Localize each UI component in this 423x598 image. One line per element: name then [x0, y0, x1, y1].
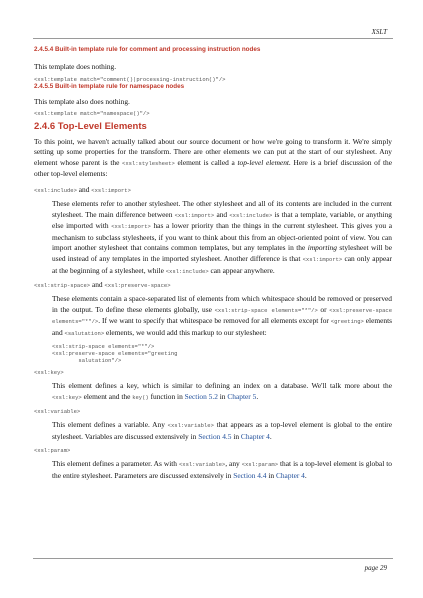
- paragraph: This template also does nothing.: [34, 96, 130, 106]
- page-number: page 29: [364, 564, 387, 572]
- section-link[interactable]: Section 5.2: [184, 391, 218, 401]
- definition-body: This element defines a parameter. As with <xsl:variable>, any <xsl:param> that is a top-level element is global to the entire stylesheet. Parameters are discussed extensively in Section 4.4 in Chapter 4.: [52, 459, 393, 481]
- section-heading-2-4-5-5: 2.4.5.5 Built-in template rule for namespace nodes: [34, 82, 185, 90]
- definition-term: <xsl:key>: [34, 369, 64, 377]
- definition-term: <xsl:include> and <xsl:import>: [34, 184, 131, 194]
- section-link[interactable]: Section 4.5: [198, 431, 232, 441]
- definition-body: This element defines a key, which is similar to defining an index on a database. We'll talk more about the <xsl:key> element and the key() function in Section 5.2 in Chapter 5.: [52, 381, 392, 401]
- footer-rule: [33, 558, 393, 559]
- page-content: [34, 40, 392, 482]
- chapter-link[interactable]: Chapter 4: [275, 471, 305, 481]
- section-link[interactable]: Section 4.4: [233, 471, 267, 481]
- paragraph: This template does nothing.: [34, 62, 117, 71]
- intro-paragraph: To this point, we haven't actually talked about our source document or how we're going to transform it. We're simply setting up some properties for the transform. There are other elements we can put at the start of our stylesheet. Any element whose parent is the <xsl:stylesheet> element is called a top-level element. Here is a brief discussion of the other top-level elements:: [34, 136, 392, 179]
- code-block: <xsl:template match="comment()|processing-instruction()"/>: [34, 75, 226, 83]
- definition-term: <xsl:param>: [34, 447, 71, 455]
- code-block: <xsl:template match="namespace()"/>: [34, 110, 150, 118]
- definition-body: This element defines a variable. Any <xsl:variable> that appears as a top-level element is global to the entire stylesheet. Variables are discussed extensively in Section 4.5 in Chapter 4.: [52, 420, 392, 441]
- definition-term: <xsl:variable>: [34, 408, 81, 416]
- chapter-link[interactable]: Chapter 5: [227, 391, 257, 401]
- code-block: <xsl:strip-space elements="*"/> <xsl:preserve-space elements="greeting salutation"/>: [52, 342, 178, 364]
- section-heading-2-4-5-4: 2.4.5.4 Built-in template rule for comment and processing instruction nodes: [34, 46, 261, 53]
- header-rule: [33, 38, 393, 39]
- definition-body: These elements refer to another stylesheet. The other stylesheet and all of its contents are included in the current stylesheet. The main difference between <xsl:import> and <xsl:include> is that a template, variable, or anything else imported with <xsl:import> has a lower priority than the things in the current stylesheet. This gives you a mechanism to subclass stylesheets, if you want to think about this from an object-oriented point of view. You can import another stylesheet that contains common templates, but any templates in the importing stylesheet will be used instead of any templates in the imported stylesheet. Another difference is that <xsl:import> can only appear at the beginning of a stylesheet, while <xsl:include> can appear anywhere.: [52, 198, 392, 275]
- definition-term: <xsl:strip-space> and <xsl:preserve-space>: [34, 280, 171, 290]
- section-heading-2-4-6: 2.4.6 Top-Level Elements: [34, 120, 147, 132]
- running-header: XSLT: [371, 28, 387, 36]
- definition-body: These elements contain a space-separated list of elements from which whitespace should be removed or preserved in the output. To define these elements globally, use <xsl:strip-space elements="*"/> or <xsl:preserve-space elements="*"/>. If we want to specify that whitespace be removed for all elements except for <greeting> elements and <salutation> elements, we would add this markup to our stylesheet:: [52, 294, 393, 337]
- chapter-link[interactable]: Chapter 4: [240, 431, 270, 441]
